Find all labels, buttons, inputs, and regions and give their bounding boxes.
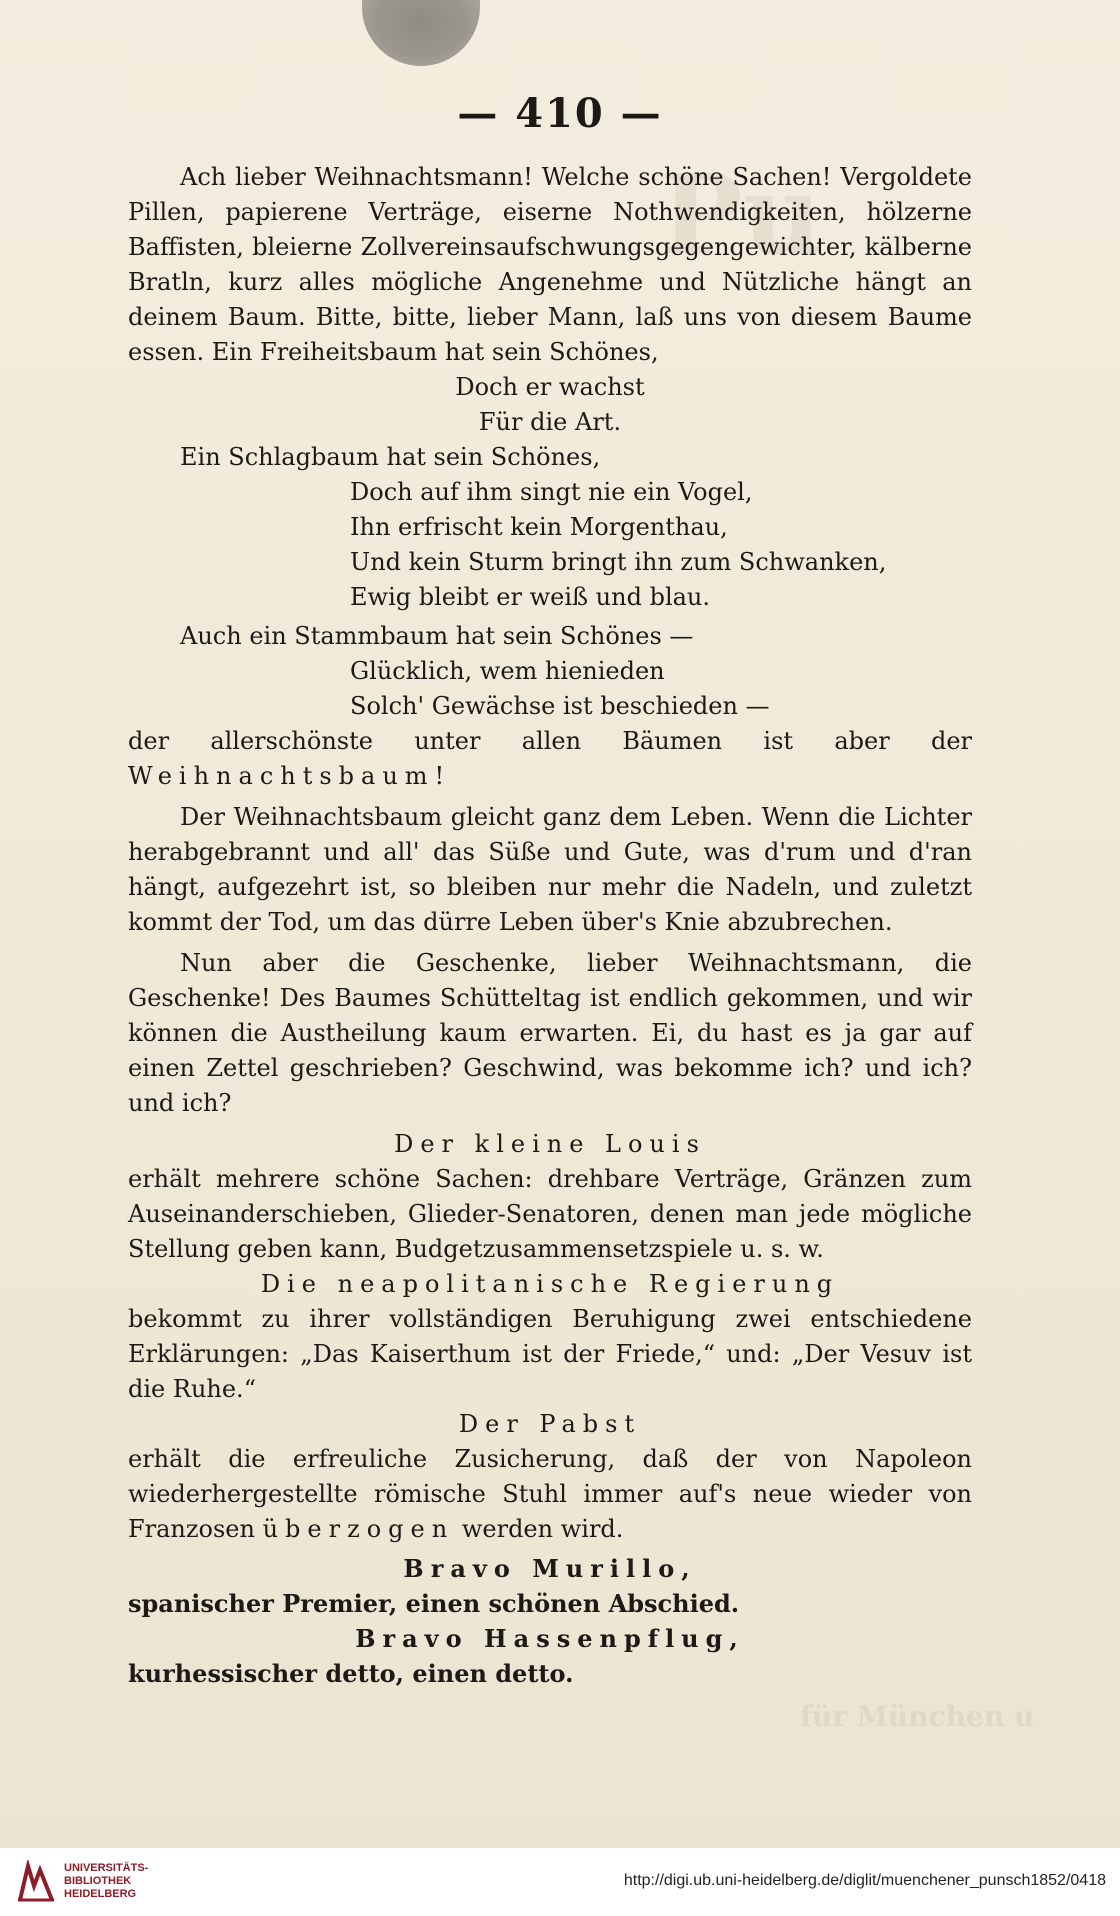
entry-text <box>128 1442 972 1547</box>
intro-paragraph: Ach lieber Weihnachtsmann! Welche schöne Sachen! Vergoldete Pillen, papierene Verträge, eiserne Nothwendigkeiten, hölzerne Baffisten, bleierne Zollvereinsaufschwungsgegengewichter, kälberne Bratln, kurz alles mögliche Angenehme und Nützliche hängt an deinem Baum. Bitte, bitte, lieber Mann, laß uns von diesem Baume essen. Ein Freiheitsbaum hat sein Schönes, <box>128 163 972 366</box>
most-beautiful-text: der allerschönste unter allen Bäumen ist aber der <box>128 727 972 755</box>
verse-line: Für die Art. <box>478 408 622 436</box>
bleed-through-print: Pu <box>660 150 823 279</box>
most-beautiful-paragraph <box>128 724 972 794</box>
page-number: — 410 — <box>457 90 663 137</box>
verse-line: Doch er wachst <box>455 373 645 401</box>
entry-text-end: werden wird. <box>454 1515 624 1543</box>
library-logo-icon <box>14 1860 58 1904</box>
entry-text: erhält mehrere schöne Sachen: drehbare Verträge, Gränzen zum Auseinanderschieben, Glieder-Senatoren, denen man jede mögliche Stellung geben kann, Budgetzusammensetzspiele u. s. w. <box>128 1165 972 1263</box>
verse-line: Auch ein Stammbaum hat sein Schönes — <box>180 622 694 650</box>
library-name <box>64 1862 148 1901</box>
library-name-line: HEIDELBERG <box>64 1888 137 1900</box>
entry-heading: Bravo Murillo, <box>403 1554 697 1583</box>
entry-heading: Der kleine Louis <box>394 1130 706 1158</box>
emphasized-word: überzogen <box>262 1515 455 1543</box>
life-paragraph: Der Weihnachtsbaum gleicht ganz dem Leben. Wenn die Lichter herabgebrannt und all' das Süße und Gute, was d'rum und d'ran hängt, aufgezehrt ist, so bleiben nur mehr die Nadeln, und zuletzt kommt der Tod, um das dürre Leben über's Knie abzubrechen. <box>128 803 972 936</box>
verse-line: Und kein Sturm bringt ihn zum Schwanken, <box>350 548 887 576</box>
article-body <box>128 160 972 1691</box>
entry-text: bekommt zu ihrer vollständigen Beruhigung zwei entschiedene Erklärungen: „Das Kaiserthum ist der Friede,“ und: „Der Vesuv ist die Ruhe.“ <box>128 1305 972 1403</box>
entry-heading: Der Pabst <box>458 1410 642 1438</box>
library-name-line: UNIVERSITÄTS- <box>64 1862 149 1874</box>
verse-line: Ihn erfrischt kein Morgenthau, <box>350 513 728 541</box>
emphasized-word: Weihnachtsbaum! <box>128 762 452 790</box>
binding-hole <box>362 0 480 66</box>
viewer-footer <box>0 1848 1120 1916</box>
entry-text: spanischer Premier, einen schönen Abschied. <box>128 1589 740 1618</box>
source-url[interactable]: http://digi.ub.uni-heidelberg.de/diglit/muenchener_punsch1852/0418 <box>623 1872 1106 1889</box>
verse-line: Ein Schlagbaum hat sein Schönes, <box>180 443 601 471</box>
verse-line: Doch auf ihm singt nie ein Vogel, <box>350 478 753 506</box>
gifts-paragraph: Nun aber die Geschenke, lieber Weihnachtsmann, die Geschenke! Des Baumes Schütteltag ist endlich gekommen, und wir können die Austheilung kaum erwarten. Ei, du hast es ja gar auf einen Zettel geschrieben? Geschwind, was bekomme ich? und ich? und ich? <box>128 949 972 1117</box>
verse-line: Glücklich, wem hienieden <box>350 657 665 685</box>
verse-line: Ewig bleibt er weiß und blau. <box>350 583 711 611</box>
entry-heading: Bravo Hassenpflug, <box>355 1624 745 1653</box>
bleed-through-print-lower: für München u <box>800 1700 1035 1733</box>
entry-heading: Die neapolitanische Regierung <box>260 1270 840 1298</box>
library-name-line: BIBLIOTHEK <box>64 1875 132 1887</box>
entry-text: kurhessischer detto, einen detto. <box>128 1659 574 1688</box>
verse-line: Solch' Gewächse ist beschieden — <box>350 692 770 720</box>
entry-text-start: erhält die erfreuliche Zusicherung, daß der von Napoleon wiederhergestellte römische Stuhl immer auf's neue wieder von Franzosen <box>128 1445 972 1543</box>
